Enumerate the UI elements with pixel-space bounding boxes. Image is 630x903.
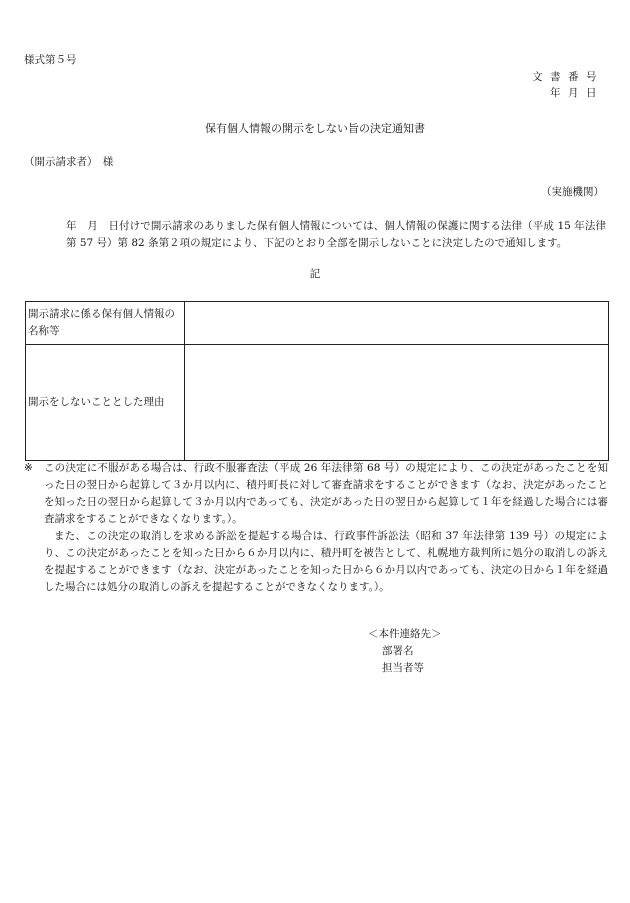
ki-heading: 記 xyxy=(309,268,321,280)
info-name-label: 開示請求に係る保有個人情報の名称等 xyxy=(26,302,185,345)
issuing-agency: （実施機関） xyxy=(541,186,604,198)
contact-block xyxy=(368,626,442,677)
form-number: 様式第５号 xyxy=(24,54,77,66)
contact-heading: ＜本件連絡先＞ xyxy=(368,628,442,640)
note-mark: ※ xyxy=(24,462,33,474)
reason-label: 開示をしないこととした理由 xyxy=(26,345,185,461)
appeal-note: この決定に不服がある場合は、行政不服審査法（平成 26 年法律第 68 号）の規定により、この決定があったことを知った日の翌日から起算して３か月以内に、積丹町長に対して審査請求をすることができます（なお、決定があったことを知った日の翌日から起算して３か月以内であっても、決定があった日の翌日から起算して１年を経過した場合には審査請求をすることができなくなります。）。 xyxy=(44,462,608,525)
document-number-label: 文書番号 xyxy=(532,71,604,83)
table-row xyxy=(26,302,609,345)
recipient-line: （開示請求者） 様 xyxy=(24,156,114,168)
document-date-label: 年月日 xyxy=(550,87,604,99)
notice-paragraph: 年 月 日付けで開示請求のありました保有個人情報については、個人情報の保護に関する法律（平成 15 年法律第 57 号）第 82 条第２項の規定により、下記のとおり全部を開示しないことに決定したので通知します。 xyxy=(66,220,606,249)
notes-section xyxy=(24,460,608,596)
contact-person: 担当者等 xyxy=(382,662,424,674)
notice-body xyxy=(24,218,606,252)
table-row xyxy=(26,345,609,461)
contact-department: 部署名 xyxy=(382,645,414,657)
document-title: 保有個人情報の開示をしない旨の決定通知書 xyxy=(205,122,425,135)
reason-value xyxy=(185,345,609,461)
info-name-value xyxy=(185,302,609,345)
lawsuit-note: また、この決定の取消しを求める訴訟を提起する場合は、行政事件訴訟法（昭和 37 年法律第 139 号）の規定により、この決定があったことを知った日から６か月以内に、積丹町を被告として、札幌地方裁判所に処分の取消しの訴えを提起することができます（なお、決定があったことを知った日から６か月以内であっても、決定の日から１年を経過した場合には処分の取消しの訴えを提起することができなくなります。）。 xyxy=(44,530,608,593)
info-table xyxy=(25,301,609,461)
